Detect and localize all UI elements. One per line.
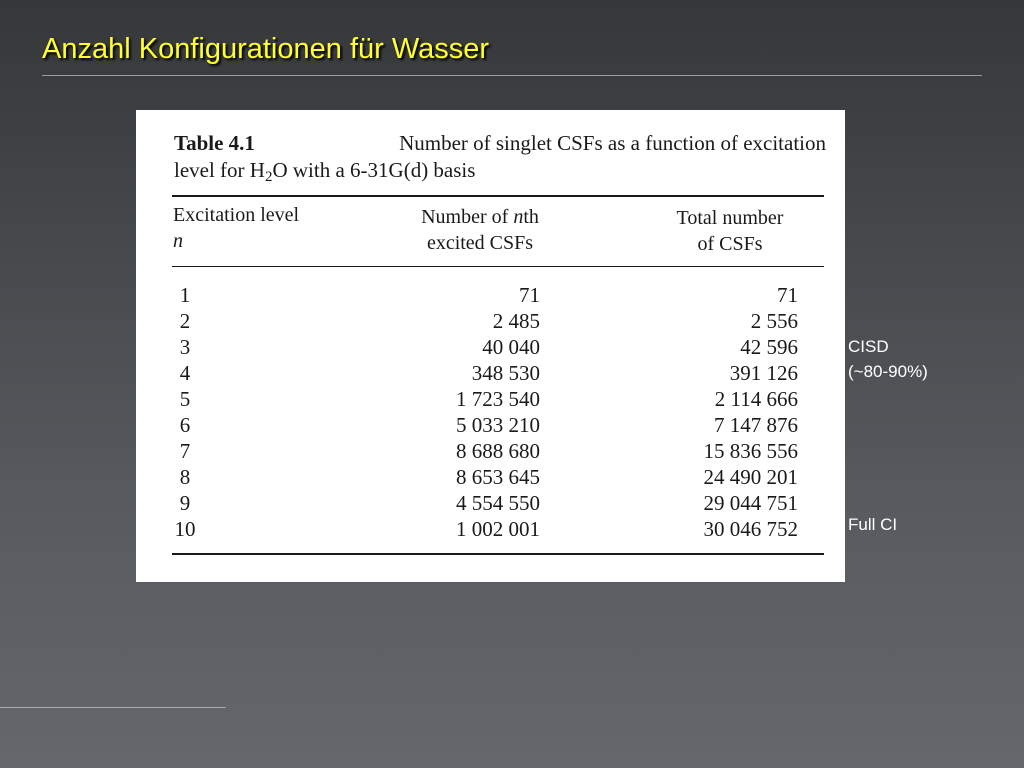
- cell-total: 7 147 876: [714, 413, 798, 437]
- cell-total: 2 114 666: [714, 387, 798, 411]
- title-divider: [42, 75, 982, 76]
- cisd-percentage: (~80-90%): [848, 362, 928, 381]
- column-header-nth-excited: [398, 204, 562, 256]
- caption-text-1: Number of singlet CSFs as a function of excitation: [399, 131, 826, 155]
- table-label: Table 4.1: [174, 131, 255, 155]
- column-header-total: [656, 205, 804, 257]
- cell-nth-excited: 348 530: [471, 361, 540, 385]
- cell-excitation-level: 4: [179, 361, 191, 385]
- cell-excitation-level: 3: [179, 335, 191, 359]
- cisd-label: CISD: [848, 337, 889, 356]
- caption-line-1: [174, 130, 826, 157]
- cell-nth-excited: 40 040: [482, 335, 540, 359]
- cell-nth-excited: 71: [519, 283, 540, 307]
- table-row: [136, 438, 845, 464]
- table-caption: [174, 130, 826, 187]
- table-image-panel: [136, 110, 845, 582]
- column-header-text: of CSFs: [697, 233, 763, 255]
- column-header-text: Total number: [676, 207, 784, 229]
- cell-nth-excited: 4 554 550: [456, 491, 540, 515]
- cell-total: 71: [777, 283, 798, 307]
- cell-total: 2 556: [750, 309, 798, 333]
- table-top-rule: [172, 195, 824, 197]
- column-header-text: [398, 204, 562, 230]
- cell-excitation-level: 9: [179, 491, 191, 515]
- table-row: [136, 360, 845, 386]
- slide-title: Anzahl Konfigurationen für Wasser: [42, 33, 490, 65]
- cell-excitation-level: 2: [179, 309, 191, 333]
- table-row: [136, 516, 845, 542]
- cell-excitation-level: 1: [179, 283, 191, 307]
- cell-excitation-level: 6: [179, 413, 191, 437]
- cell-total: 24 490 201: [703, 465, 798, 489]
- table-row: [136, 308, 845, 334]
- cell-excitation-level: 10: [174, 517, 196, 541]
- cisd-annotation: [848, 334, 928, 384]
- column-header-part: Number of: [421, 206, 514, 228]
- full-ci-annotation: Full CI: [848, 515, 898, 534]
- cell-excitation-level: 8: [179, 465, 191, 489]
- table-bottom-rule: [172, 553, 824, 555]
- cell-total: 15 836 556: [703, 439, 798, 463]
- cell-excitation-level: 5: [179, 387, 191, 411]
- column-header-symbol: n: [173, 230, 183, 252]
- caption-line-2: [174, 157, 826, 187]
- cell-excitation-level: 7: [179, 439, 191, 463]
- column-header-part: th: [523, 206, 539, 228]
- cell-nth-excited: 2 485: [492, 309, 540, 333]
- cell-total: 391 126: [729, 361, 798, 385]
- table-row: [136, 490, 845, 516]
- column-header-text: Excitation level: [173, 204, 300, 226]
- cell-nth-excited: 5 033 210: [456, 413, 540, 437]
- table-row: [136, 386, 845, 412]
- table-row: [136, 282, 845, 308]
- cell-nth-excited: 8 688 680: [456, 439, 540, 463]
- table-body: [136, 282, 845, 542]
- cell-nth-excited: 8 653 645: [456, 465, 540, 489]
- cell-total: 42 596: [740, 335, 798, 359]
- column-header-text: excited CSFs: [426, 232, 534, 254]
- column-header-excitation-level: [173, 202, 299, 254]
- table-row: [136, 412, 845, 438]
- cell-total: 30 046 752: [703, 517, 798, 541]
- caption-text-2-pre: level for H: [174, 158, 265, 182]
- table-header-rule: [172, 266, 824, 267]
- cell-nth-excited: 1 723 540: [456, 387, 540, 411]
- cell-nth-excited: 1 002 001: [456, 517, 540, 541]
- table-row: [136, 334, 845, 360]
- column-header-symbol: n: [513, 206, 524, 228]
- table-row: [136, 464, 845, 490]
- cell-total: 29 044 751: [703, 491, 798, 515]
- caption-subscript: 2: [264, 169, 273, 185]
- footer-divider: [0, 707, 226, 708]
- caption-text-2-post: O with a 6-31G(d) basis: [272, 158, 476, 182]
